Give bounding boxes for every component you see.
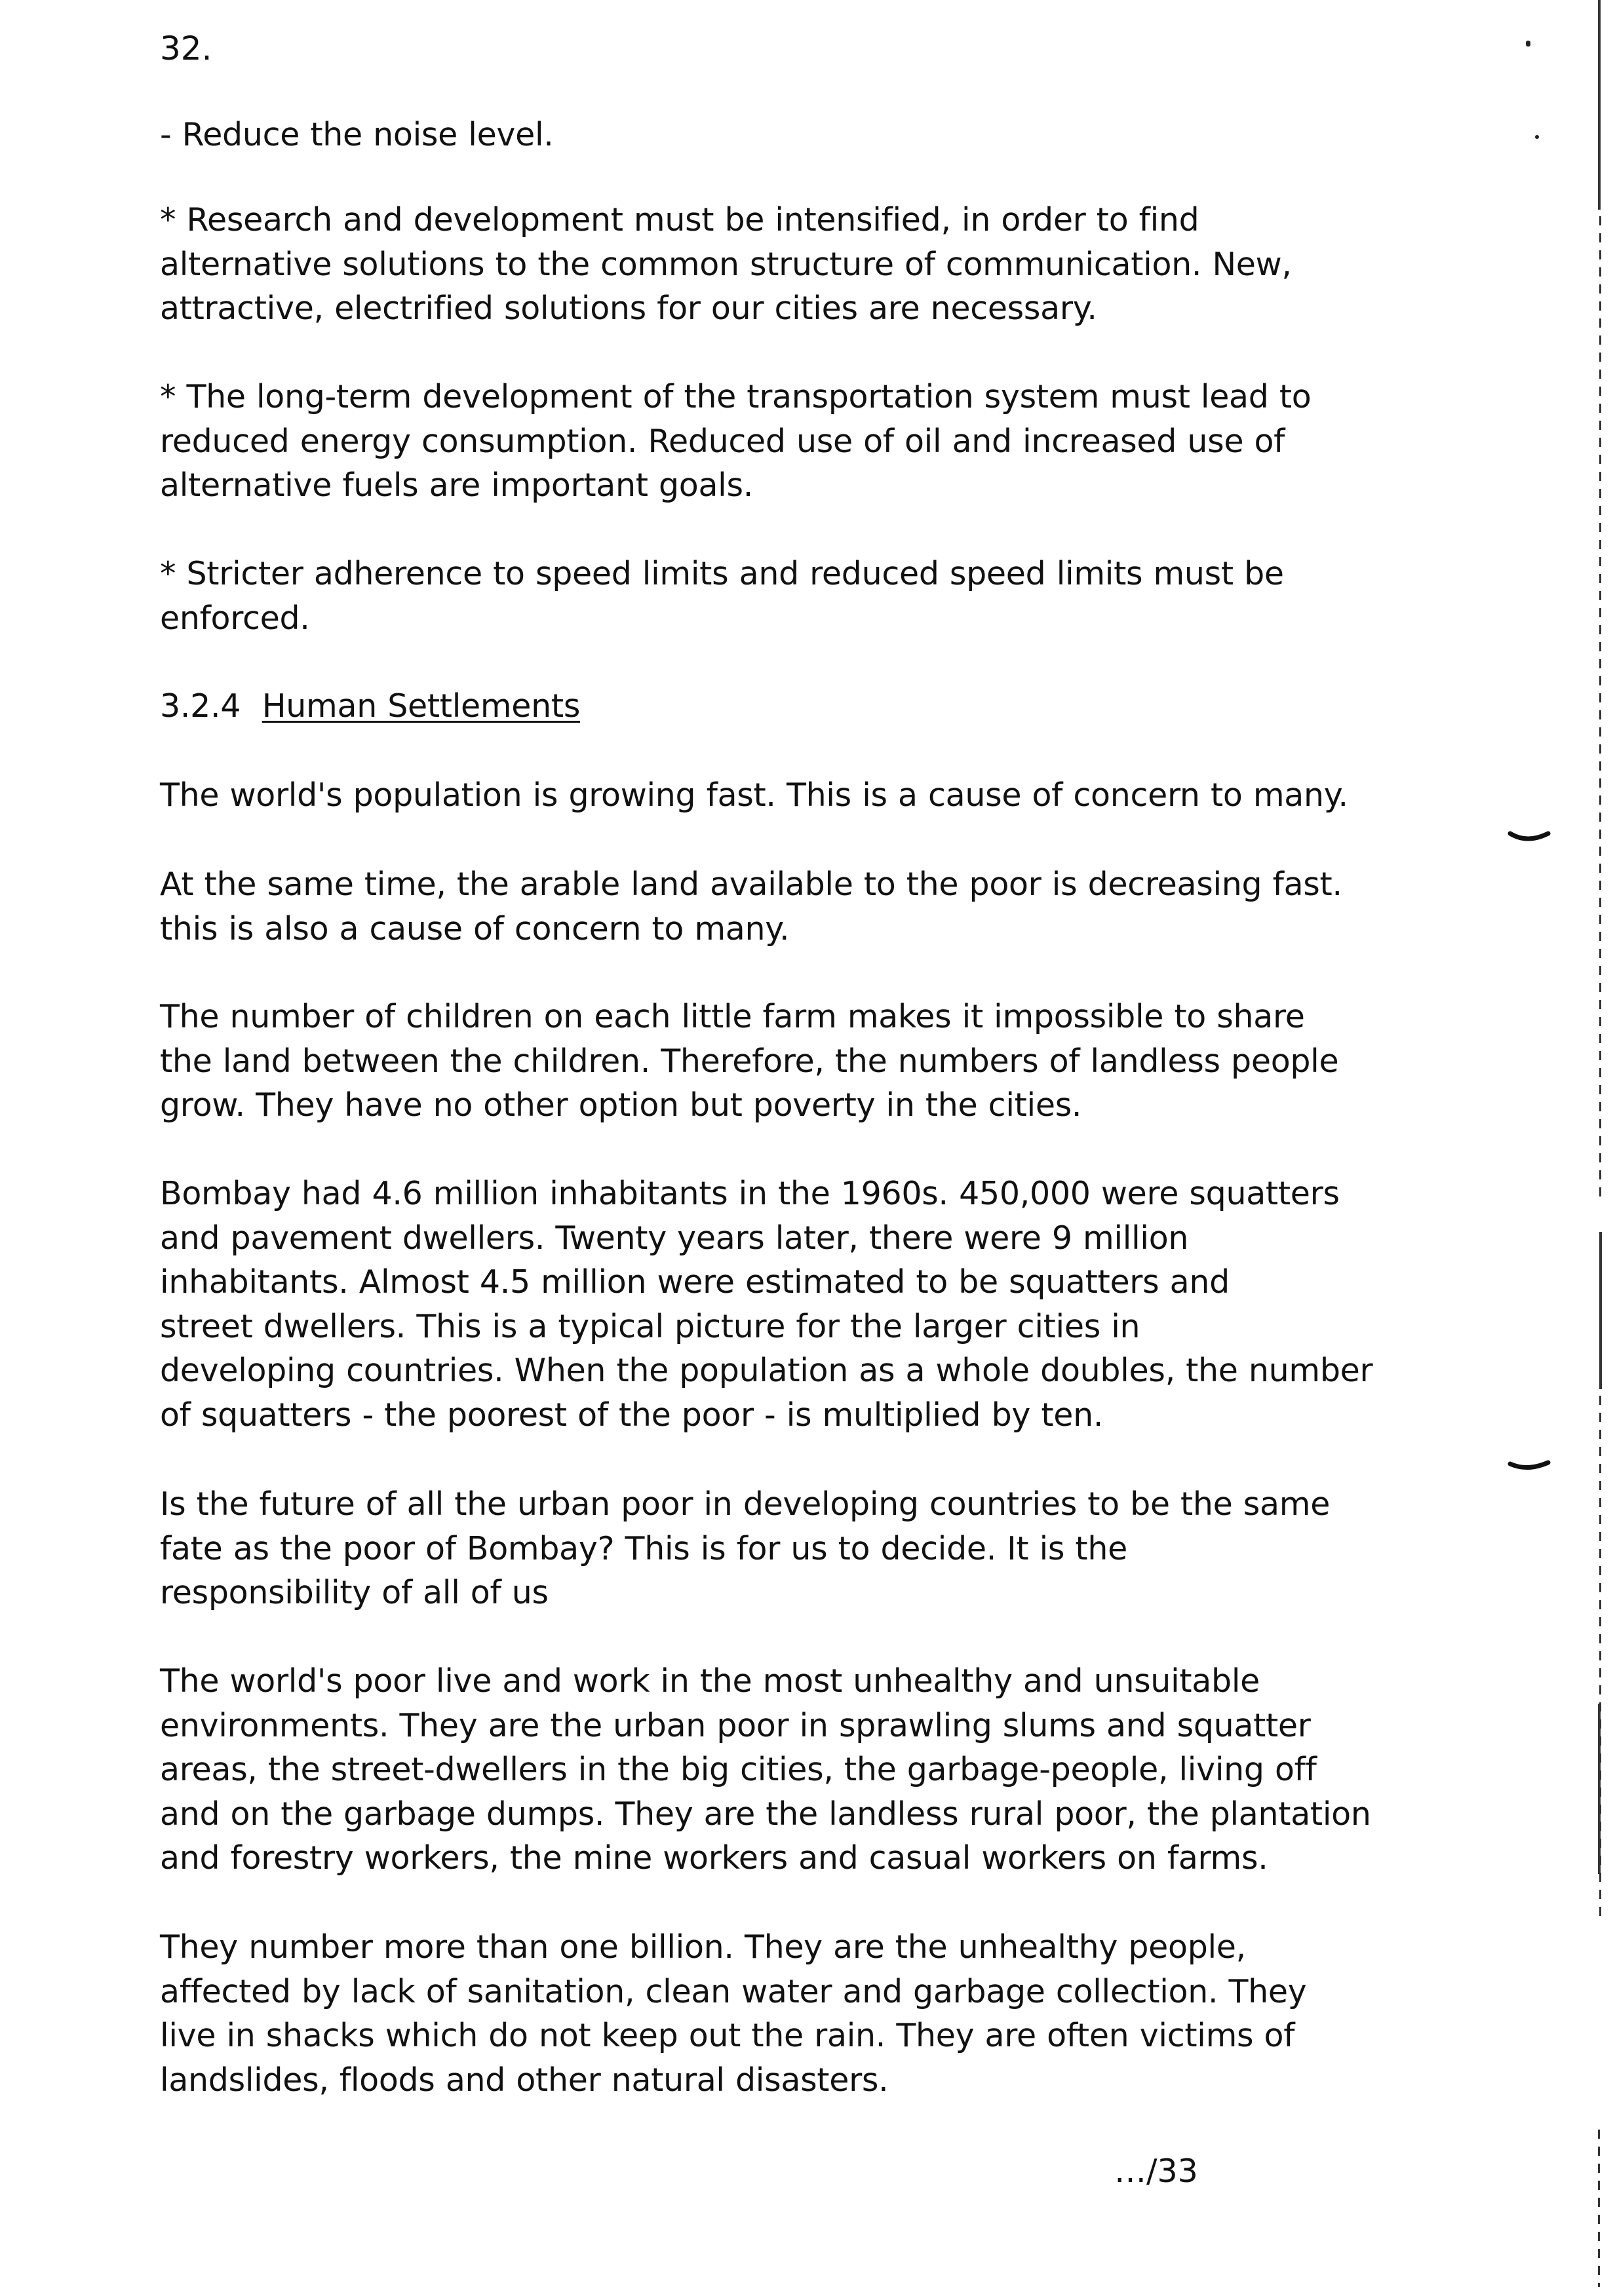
text-line: At the same time, the arable land available to the poor is decreasing fast. (160, 866, 1342, 903)
text-line: The world's poor live and work in the most unhealthy and unsuitable (160, 1662, 1260, 1700)
margin-tick-mark (1508, 1459, 1553, 1474)
section-number: 3.2.4 (160, 687, 241, 725)
text-line: live in shacks which do not keep out the rain. They are often victims of (160, 2017, 1295, 2054)
text-line: and pavement dwellers. Twenty years later, there were 9 million (160, 1219, 1189, 1257)
scan-edge-line (1598, 0, 1601, 210)
scan-edge-line (1598, 1704, 1601, 1874)
text-line: The world's population is growing fast. This is a cause of concern to many. (160, 776, 1348, 814)
scan-dot (1526, 41, 1530, 47)
text-line: Is the future of all the urban poor in developing countries to be the same (160, 1485, 1331, 1523)
text-line: affected by lack of sanitation, clean water and garbage collection. They (160, 1972, 1307, 2010)
text-line: the land between the children. Therefore, the numbers of landless people (160, 1042, 1339, 1080)
paragraph-children-farm (160, 995, 1458, 1128)
text-line: Bombay had 4.6 million inhabitants in the 1960s. 450,000 were squatters (160, 1175, 1340, 1212)
text-line: street dwellers. This is a typical picture for the larger cities in (160, 1307, 1140, 1345)
paragraph-worlds-poor (160, 1659, 1458, 1881)
bullet-research-development (160, 198, 1458, 331)
bullet-reduce-noise (160, 113, 1458, 157)
text-line: * Stricter adherence to speed limits and reduced speed limits must be (160, 555, 1284, 592)
paragraph-future-urban-poor (160, 1482, 1458, 1615)
text-line: grow. They have no other option but poverty in the cities. (160, 1086, 1082, 1124)
text-line: * Research and development must be intensified, in order to find (160, 201, 1199, 239)
margin-tick-mark (1508, 830, 1553, 845)
text-line: They number more than one billion. They are the unhealthy people, (160, 1928, 1246, 1966)
section-title: Human Settlements (262, 687, 581, 725)
text-line: developing countries. When the population as a whole doubles, the number (160, 1352, 1373, 1389)
scan-edge-line (1599, 1232, 1602, 1389)
text-line: areas, the street-dwellers in the big cities, the garbage-people, living off (160, 1751, 1317, 1788)
text-line: and forestry workers, the mine workers and casual workers on farms. (160, 1839, 1268, 1877)
text-line: responsibility of all of us (160, 1574, 549, 1611)
text-line: The number of children on each little farm makes it impossible to share (160, 998, 1305, 1035)
text-line: alternative fuels are important goals. (160, 467, 753, 504)
text-line: * The long-term development of the transportation system must lead to (160, 378, 1312, 415)
text-line: inhabitants. Almost 4.5 million were estimated to be squatters and (160, 1263, 1230, 1301)
text-line: this is also a cause of concern to many. (160, 909, 790, 947)
scan-edge-line (1599, 216, 1601, 1199)
bullet-transportation-system (160, 375, 1458, 508)
text-line: alternative solutions to the common structure of communication. New, (160, 245, 1292, 283)
scan-edge-line (1598, 2130, 1600, 2287)
text-line: - Reduce the noise level. (160, 116, 554, 153)
bullet-speed-limits (160, 552, 1458, 640)
text-line: attractive, electrified solutions for our cities are necessary. (160, 290, 1097, 327)
paragraph-bombay (160, 1172, 1458, 1437)
paragraph-arable-land (160, 862, 1458, 951)
text-line: reduced energy consumption. Reduced use of oil and increased use of (160, 422, 1285, 460)
continuation-marker: …/33 (1114, 2152, 1198, 2190)
text-line: landslides, floods and other natural disasters. (160, 2061, 889, 2099)
scan-dot (1535, 135, 1539, 139)
text-line: enforced. (160, 599, 310, 637)
text-line: environments. They are the urban poor in sprawling slums and squatter (160, 1706, 1311, 1744)
paragraph-one-billion (160, 1925, 1458, 2102)
text-line: of squatters - the poorest of the poor - is multiplied by ten. (160, 1396, 1104, 1434)
paragraph-population (160, 773, 1458, 818)
page-number: 32. (160, 29, 212, 67)
text-line: and on the garbage dumps. They are the landless rural poor, the plantation (160, 1795, 1371, 1833)
text-line: fate as the poor of Bombay? This is for us to decide. It is the (160, 1529, 1127, 1567)
section-heading (160, 684, 1458, 729)
